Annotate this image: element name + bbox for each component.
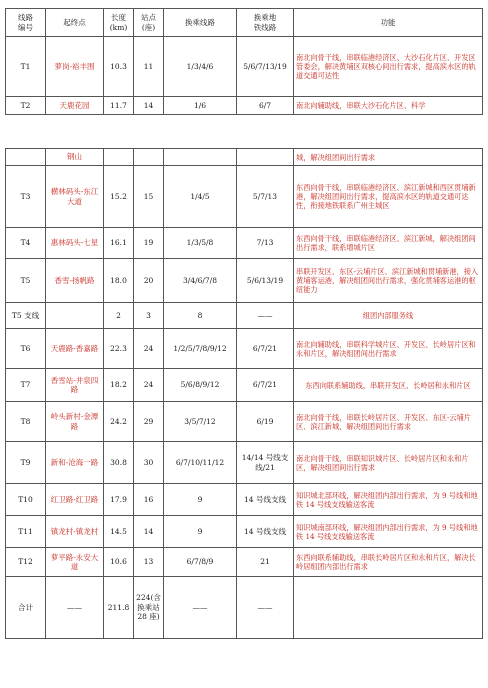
line-transfer: 1/6 <box>164 97 237 115</box>
table-row <box>6 484 483 516</box>
line-transfer: 9 <box>164 484 237 516</box>
line-function: 南北向骨干线，串联长岭居片区、开发区、东区-云埔片区、滨江新城，解决组团间出行需求 <box>294 402 483 442</box>
table-row <box>6 259 483 303</box>
line-length: 15.2 <box>104 166 134 228</box>
line-transfer: 1/4/5 <box>164 166 237 228</box>
line-endpoints: 镇龙村-镇龙村 <box>46 516 104 548</box>
table-row <box>6 97 483 115</box>
line-id: T2 <box>6 97 46 115</box>
line-stations: 3 <box>134 303 164 329</box>
line-id: T6 <box>6 329 46 369</box>
header-endpoints: 起终点 <box>46 9 104 37</box>
line-endpoints: 萝平路-永安大道 <box>46 548 104 577</box>
line-stations: 11 <box>134 37 164 97</box>
line-id: T5 支线 <box>6 303 46 329</box>
table-row <box>6 329 483 369</box>
table-row <box>6 303 483 329</box>
table-row <box>6 442 483 484</box>
table-row <box>6 402 483 442</box>
line-transfer: 3/4/6/7/8 <box>164 259 237 303</box>
line-stations: 14 <box>134 97 164 115</box>
line-function: 串联开发区、东区-云埔片区、滨江新城和贯埔新港，接入黄埔客运港，解决组团间出行需求，强化贯埔客运港的枢纽能力 <box>294 259 483 303</box>
line-endpoints: 香雪-扬帆路 <box>46 259 104 303</box>
line-stations: 19 <box>134 228 164 259</box>
line-id: T1 <box>6 37 46 97</box>
line-id: T8 <box>6 402 46 442</box>
line-stations: 16 <box>134 484 164 516</box>
line-endpoints: 惠林码头-七星 <box>46 228 104 259</box>
line-function: 东西向联系辅助线，串联长岭居片区和永和片区，解决长岭居组团内部出行需求 <box>294 548 483 577</box>
continuation-row <box>6 149 483 166</box>
line-function: 东西向联系辅助线，串联开发区、长岭居和永和片区 <box>294 369 483 402</box>
header-row <box>6 9 483 37</box>
line-function: 南北向骨干线，串联知识城片区、长岭居片区和永和片区，解决组团间出行需求 <box>294 442 483 484</box>
line-id: T3 <box>6 166 46 228</box>
line-metro: 14/14 号线支线/21 <box>237 442 294 484</box>
line-stations: 30 <box>134 442 164 484</box>
line-endpoints: 岭头新村-金潭路 <box>46 402 104 442</box>
line-metro: 14 号线支线 <box>237 516 294 548</box>
line-table-bottom <box>5 148 483 639</box>
line-length: 11.7 <box>104 97 134 115</box>
line-stations: 15 <box>134 166 164 228</box>
line-id: T10 <box>6 484 46 516</box>
line-length: 30.8 <box>104 442 134 484</box>
line-id: T5 <box>6 259 46 303</box>
line-metro: —— <box>237 303 294 329</box>
line-length: 2 <box>104 303 134 329</box>
line-function: 南北向辅助线，串联大沙石化片区、科学 <box>294 97 483 115</box>
line-stations: 24 <box>134 369 164 402</box>
cont-function: 城，解决组团间出行需求 <box>294 149 483 166</box>
line-transfer: 6/7/10/11/12 <box>164 442 237 484</box>
line-metro: 6/7 <box>237 97 294 115</box>
table-row <box>6 369 483 402</box>
header-transfer-metro: 换乘地 铁线路 <box>237 9 294 37</box>
header-line-id: 线路 编号 <box>6 9 46 37</box>
line-length: 16.1 <box>104 228 134 259</box>
line-endpoints: 萝岗-裕丰围 <box>46 37 104 97</box>
line-endpoints: 新和-沧海一路 <box>46 442 104 484</box>
line-transfer: 1/2/5/7/8/9/12 <box>164 329 237 369</box>
total-row <box>6 577 483 639</box>
total-stations: 224(含换乘站 28 座) <box>134 577 164 639</box>
line-endpoints: 天鹿花园 <box>46 97 104 115</box>
line-metro: 5/7/13 <box>237 166 294 228</box>
line-length: 22.3 <box>104 329 134 369</box>
line-function: 知识城南部环线，解决组团内部出行需求，为 9 号线和地铁 14 号线支线输送客流 <box>294 516 483 548</box>
line-table-top <box>5 8 483 115</box>
header-function: 功能 <box>294 9 483 37</box>
line-metro: 5/6/7/13/19 <box>237 37 294 97</box>
total-length: 211.8 <box>104 577 134 639</box>
total-endpoints: —— <box>46 577 104 639</box>
line-metro: 21 <box>237 548 294 577</box>
line-id: T7 <box>6 369 46 402</box>
line-transfer: 9 <box>164 516 237 548</box>
line-length: 10.3 <box>104 37 134 97</box>
line-function: 东西向骨干线，串联临港经济区、滨江新城，解决组团间出行需求，联系增城片区 <box>294 228 483 259</box>
line-metro: 6/7/21 <box>237 329 294 369</box>
cont-endpoints: 钢山 <box>46 149 104 166</box>
line-length: 10.6 <box>104 548 134 577</box>
line-endpoints: 红卫路-红卫路 <box>46 484 104 516</box>
line-transfer: 6/7/8/9 <box>164 548 237 577</box>
table-row <box>6 37 483 97</box>
line-transfer: 5/6/8/9/12 <box>164 369 237 402</box>
line-stations: 14 <box>134 516 164 548</box>
line-stations: 13 <box>134 548 164 577</box>
line-id: T4 <box>6 228 46 259</box>
line-length: 17.9 <box>104 484 134 516</box>
table-row <box>6 228 483 259</box>
line-length: 14.5 <box>104 516 134 548</box>
line-endpoints <box>46 303 104 329</box>
total-function <box>294 577 483 639</box>
table-row <box>6 166 483 228</box>
line-transfer: 3/5/7/12 <box>164 402 237 442</box>
line-function: 东西向骨干线，串联临港经济区、滨江新城和西区贯埔新港，解决组团间出行需求，提高滨水区的轨道交通可达性，衔接地铁联系广州主城区 <box>294 166 483 228</box>
total-transfer: —— <box>164 577 237 639</box>
line-transfer: 1/3/4/6 <box>164 37 237 97</box>
line-metro: 5/6/13/19 <box>237 259 294 303</box>
total-metro: —— <box>237 577 294 639</box>
line-metro: 6/19 <box>237 402 294 442</box>
total-label: 合计 <box>6 577 46 639</box>
line-function: 知识城北部环线，解决组团内部出行需求，为 9 号线和地铁 14 号线支线输送客流 <box>294 484 483 516</box>
line-id: T11 <box>6 516 46 548</box>
table-row <box>6 516 483 548</box>
line-function: 南北向辅助线，串联科学城片区、开发区、长岭居片区和永和片区，解决组团间出行需求 <box>294 329 483 369</box>
line-id: T9 <box>6 442 46 484</box>
line-endpoints: 天鹿路-香嘉路 <box>46 329 104 369</box>
line-transfer: 8 <box>164 303 237 329</box>
table-row <box>6 548 483 577</box>
line-transfer: 1/3/5/8 <box>164 228 237 259</box>
line-endpoints: 横林码头-东江大道 <box>46 166 104 228</box>
line-metro: 7/13 <box>237 228 294 259</box>
line-stations: 29 <box>134 402 164 442</box>
line-metro: 6/7/21 <box>237 369 294 402</box>
header-length: 长度 (km) <box>104 9 134 37</box>
header-transfer-lines: 换乘线路 <box>164 9 237 37</box>
line-length: 24.2 <box>104 402 134 442</box>
line-length: 18.0 <box>104 259 134 303</box>
line-function: 南北向骨干线，串联临港经济区、大沙石化片区、开发区管委会，解决黄埔区双核心间出行需求，提高滨水区的轨道交通可达性 <box>294 37 483 97</box>
line-endpoints: 香雪站-井泉四路 <box>46 369 104 402</box>
line-id: T12 <box>6 548 46 577</box>
line-length: 18.2 <box>104 369 134 402</box>
line-stations: 20 <box>134 259 164 303</box>
line-stations: 24 <box>134 329 164 369</box>
line-function: 组团内部服务线 <box>294 303 483 329</box>
header-stations: 站点 (座) <box>134 9 164 37</box>
line-metro: 14 号线支线 <box>237 484 294 516</box>
